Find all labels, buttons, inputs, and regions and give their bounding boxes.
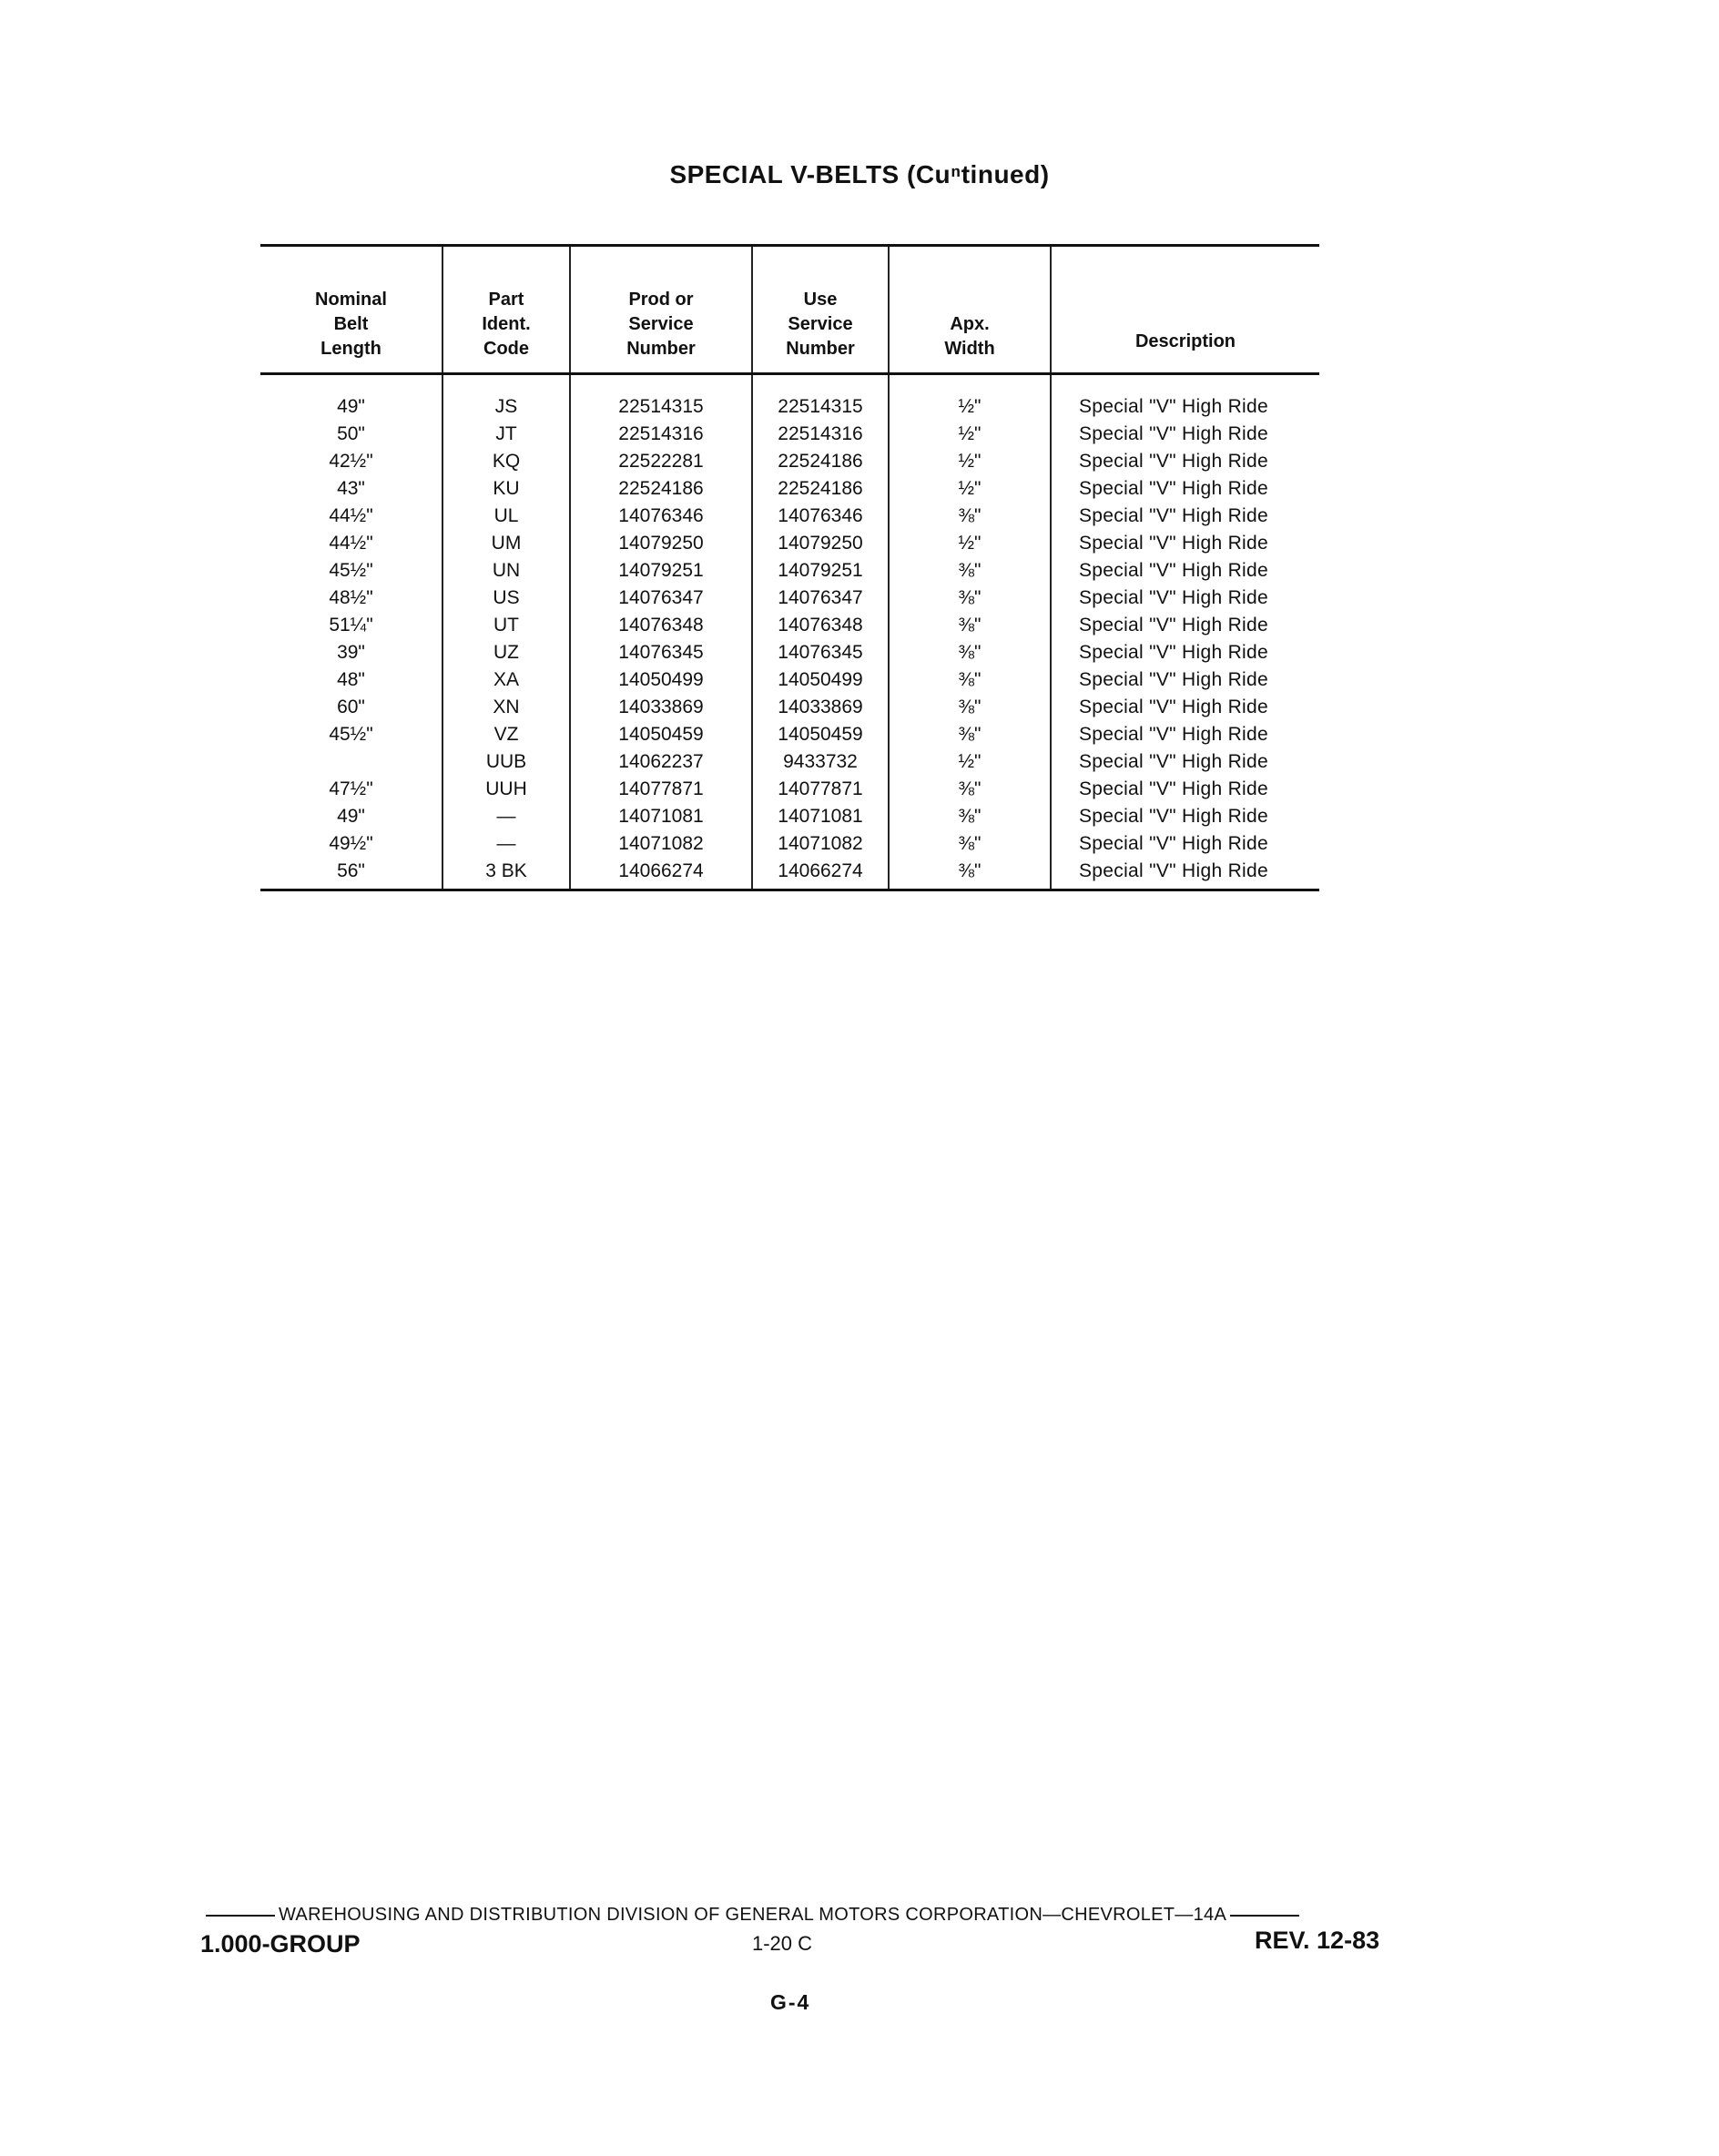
- cell-part-code: KQ: [442, 448, 570, 475]
- table-body: [260, 374, 1319, 890]
- cell-width: ⅜": [889, 721, 1051, 748]
- v-belts-table: [260, 244, 1319, 891]
- cell-width: ½": [889, 421, 1051, 448]
- cell-description: Special "V" High Ride: [1051, 612, 1319, 639]
- footer-left-dash: [206, 1915, 275, 1917]
- cell-prod-number: 22522281: [570, 448, 752, 475]
- cell-belt-length: [260, 748, 442, 776]
- cell-prod-number: 22524186: [570, 475, 752, 503]
- table-row: [260, 830, 1319, 858]
- cell-use-number: 14076346: [752, 503, 889, 530]
- header-description: [1051, 246, 1319, 374]
- cell-part-code: —: [442, 803, 570, 830]
- cell-prod-number: 14079251: [570, 557, 752, 585]
- header-line: Belt: [333, 314, 369, 334]
- table-row: [260, 530, 1319, 557]
- cell-use-number: 22514315: [752, 374, 889, 422]
- header-prod-or-service-number: [570, 246, 752, 374]
- cell-description: Special "V" High Ride: [1051, 803, 1319, 830]
- cell-description: Special "V" High Ride: [1051, 776, 1319, 803]
- cell-width: ½": [889, 530, 1051, 557]
- cell-description: Special "V" High Ride: [1051, 666, 1319, 694]
- header-line: Ident.: [482, 314, 531, 334]
- header-part-ident-code: [442, 246, 570, 374]
- cell-use-number: 14079251: [752, 557, 889, 585]
- table-row: [260, 421, 1319, 448]
- cell-part-code: XA: [442, 666, 570, 694]
- cell-belt-length: 48": [337, 669, 365, 690]
- header-use-service-number: [752, 246, 889, 374]
- header-line: Description: [1134, 331, 1236, 351]
- cell-part-code: —: [442, 830, 570, 858]
- cell-part-code: XN: [442, 694, 570, 721]
- cell-width: ⅜": [889, 803, 1051, 830]
- cell-use-number: 14076348: [752, 612, 889, 639]
- cell-prod-number: 14071082: [570, 830, 752, 858]
- table-row: [260, 803, 1319, 830]
- cell-description: Special "V" High Ride: [1051, 448, 1319, 475]
- cell-width: ⅜": [889, 858, 1051, 890]
- cell-prod-number: 14066274: [570, 858, 752, 890]
- cell-use-number: 14050499: [752, 666, 889, 694]
- cell-description: Special "V" High Ride: [1051, 830, 1319, 858]
- cell-part-code: UUB: [442, 748, 570, 776]
- footer-section-code: 1-20 C: [752, 1932, 813, 1955]
- cell-belt-length: 50": [337, 423, 365, 444]
- cell-belt-length: 39": [337, 642, 365, 663]
- cell-description: Special "V" High Ride: [1051, 475, 1319, 503]
- cell-description: Special "V" High Ride: [1051, 421, 1319, 448]
- cell-width: ½": [889, 748, 1051, 776]
- footer-page-number: G-4: [770, 1990, 811, 2014]
- cell-belt-length: 44½": [329, 533, 373, 554]
- header-line: Nominal: [315, 290, 387, 310]
- cell-description: Special "V" High Ride: [1051, 503, 1319, 530]
- cell-width: ⅜": [889, 776, 1051, 803]
- cell-belt-length: 49": [337, 396, 365, 417]
- cell-use-number: 9433732: [752, 748, 889, 776]
- cell-use-number: 14050459: [752, 721, 889, 748]
- table-row: [260, 694, 1319, 721]
- cell-description: Special "V" High Ride: [1051, 585, 1319, 612]
- cell-prod-number: 14079250: [570, 530, 752, 557]
- table-row: [260, 475, 1319, 503]
- cell-width: ½": [889, 475, 1051, 503]
- header-line: Service: [788, 314, 853, 334]
- cell-width: ⅜": [889, 557, 1051, 585]
- cell-belt-length: 56": [337, 860, 365, 881]
- cell-belt-length: 60": [337, 697, 365, 717]
- cell-part-code: UL: [442, 503, 570, 530]
- cell-description: Special "V" High Ride: [1051, 530, 1319, 557]
- table-row: [260, 721, 1319, 748]
- cell-prod-number: 14071081: [570, 803, 752, 830]
- cell-belt-length: 47½": [329, 778, 373, 799]
- cell-part-code: VZ: [442, 721, 570, 748]
- cell-prod-number: 14062237: [570, 748, 752, 776]
- cell-width: ½": [889, 448, 1051, 475]
- header-line: Number: [786, 339, 855, 359]
- cell-prod-number: 22514315: [570, 374, 752, 422]
- cell-description: Special "V" High Ride: [1051, 557, 1319, 585]
- footer-division-line: [202, 1905, 1386, 1926]
- cell-use-number: 14066274: [752, 858, 889, 890]
- cell-width: ⅜": [889, 612, 1051, 639]
- cell-description: Special "V" High Ride: [1051, 748, 1319, 776]
- cell-description: Special "V" High Ride: [1051, 721, 1319, 748]
- cell-belt-length: 49": [337, 806, 365, 827]
- header-line: Apx.: [950, 314, 990, 334]
- table-row: [260, 503, 1319, 530]
- table-row: [260, 776, 1319, 803]
- table-row: [260, 612, 1319, 639]
- cell-part-code: JS: [442, 374, 570, 422]
- table-row: [260, 639, 1319, 666]
- table-header-row: [260, 246, 1319, 374]
- table-row: [260, 585, 1319, 612]
- cell-belt-length: 44½": [329, 505, 373, 526]
- cell-width: ⅜": [889, 503, 1051, 530]
- cell-use-number: 14076347: [752, 585, 889, 612]
- cell-width: ⅜": [889, 666, 1051, 694]
- cell-belt-length: 45½": [329, 724, 373, 745]
- cell-belt-length: 48½": [329, 587, 373, 608]
- cell-use-number: 14033869: [752, 694, 889, 721]
- cell-use-number: 14079250: [752, 530, 889, 557]
- footer-division-text: WAREHOUSING AND DISTRIBUTION DIVISION OF GENERAL MOTORS CORPORATION—CHEVROLET—14A: [279, 1905, 1227, 1925]
- cell-prod-number: 14076345: [570, 639, 752, 666]
- cell-part-code: US: [442, 585, 570, 612]
- cell-width: ½": [889, 374, 1051, 422]
- table-row: [260, 666, 1319, 694]
- header-nominal-belt-length: [260, 246, 442, 374]
- header-line: Service: [628, 314, 694, 334]
- header-line: Width: [944, 339, 995, 359]
- cell-belt-length: 43": [337, 478, 365, 499]
- cell-prod-number: 14050459: [570, 721, 752, 748]
- cell-prod-number: 14033869: [570, 694, 752, 721]
- page-title: SPECIAL V-BELTS (Cuⁿtinued): [669, 160, 1050, 188]
- cell-part-code: UZ: [442, 639, 570, 666]
- cell-prod-number: 14050499: [570, 666, 752, 694]
- cell-part-code: UT: [442, 612, 570, 639]
- table-row: [260, 858, 1319, 890]
- cell-description: Special "V" High Ride: [1051, 374, 1319, 422]
- cell-use-number: 14077871: [752, 776, 889, 803]
- table-row: [260, 557, 1319, 585]
- header-apx-width: [889, 246, 1051, 374]
- header-line: Number: [626, 339, 696, 359]
- cell-prod-number: 22514316: [570, 421, 752, 448]
- cell-use-number: 22524186: [752, 448, 889, 475]
- cell-width: ⅜": [889, 585, 1051, 612]
- footer-revision: REV. 12-83: [1255, 1927, 1380, 1954]
- cell-prod-number: 14076347: [570, 585, 752, 612]
- cell-part-code: KU: [442, 475, 570, 503]
- cell-use-number: 22514316: [752, 421, 889, 448]
- table-row: [260, 448, 1319, 475]
- cell-prod-number: 14076346: [570, 503, 752, 530]
- cell-use-number: 22524186: [752, 475, 889, 503]
- cell-part-code: JT: [442, 421, 570, 448]
- cell-prod-number: 14076348: [570, 612, 752, 639]
- cell-part-code: 3 BK: [442, 858, 570, 890]
- cell-description: Special "V" High Ride: [1051, 639, 1319, 666]
- header-line: Use: [803, 290, 838, 310]
- cell-part-code: UM: [442, 530, 570, 557]
- cell-use-number: 14076345: [752, 639, 889, 666]
- cell-belt-length: 45½": [329, 560, 373, 581]
- cell-width: ⅜": [889, 694, 1051, 721]
- footer-right-dash: [1230, 1915, 1299, 1917]
- header-line: Prod or: [628, 290, 694, 310]
- header-line: Part: [488, 290, 524, 310]
- cell-belt-length: 49½": [329, 833, 373, 854]
- cell-use-number: 14071082: [752, 830, 889, 858]
- cell-description: Special "V" High Ride: [1051, 858, 1319, 890]
- cell-belt-length: 42½": [329, 451, 373, 472]
- cell-width: ⅜": [889, 639, 1051, 666]
- cell-description: Special "V" High Ride: [1051, 694, 1319, 721]
- table-row: [260, 748, 1319, 776]
- table-row: [260, 374, 1319, 422]
- header-line: Code: [483, 339, 529, 359]
- cell-part-code: UUH: [442, 776, 570, 803]
- cell-use-number: 14071081: [752, 803, 889, 830]
- cell-width: ⅜": [889, 830, 1051, 858]
- cell-part-code: UN: [442, 557, 570, 585]
- cell-belt-length: 51¼": [329, 615, 373, 636]
- header-line: Length: [320, 339, 381, 359]
- cell-prod-number: 14077871: [570, 776, 752, 803]
- footer-group-label: 1.000-GROUP: [200, 1930, 361, 1958]
